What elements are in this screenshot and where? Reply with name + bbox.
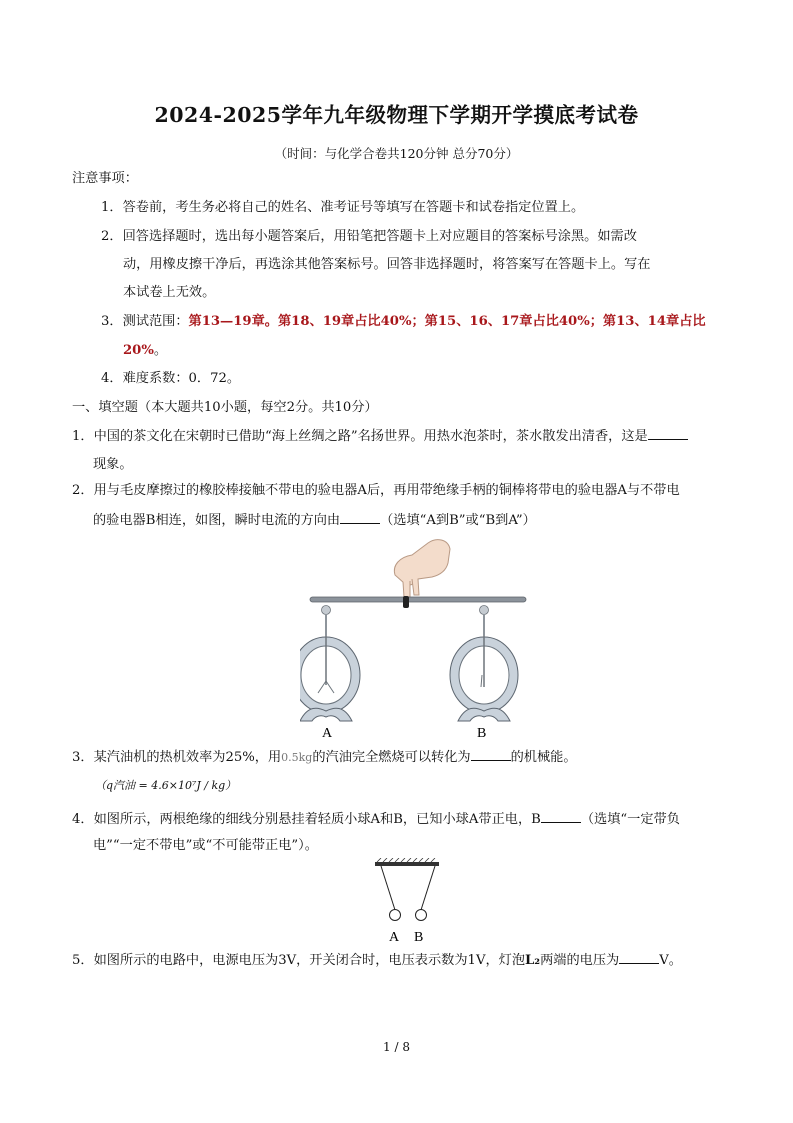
section-heading: 一、填空题（本大题共10小题，每空2分。共10分） [72, 400, 378, 415]
copper-rod [310, 597, 526, 602]
ball-label-b: B [414, 930, 424, 945]
question-2-line-2 [93, 511, 536, 530]
notice-2-line-2: 动，用橡皮擦干净后，再选涂其他答案标号。回答非选择题时，将答案写在答题卡上。写在 [123, 257, 651, 272]
question-4-line-2: 电”“一定不带电”或“不可能带正电”）。 [93, 838, 318, 853]
ball-label-a: A [389, 930, 400, 945]
electroscope-label-b: B [477, 726, 487, 740]
notice-3-line-1 [101, 313, 706, 331]
question-4-line-1 [72, 810, 680, 829]
notice-3-percent: 20% [123, 343, 154, 358]
question-1-line-1 [72, 427, 688, 446]
notice-2-line-3: 本试卷上无效。 [123, 285, 216, 300]
notice-2-line-1: 2．回答选择题时，选出每小题答案后，用铅笔把答题卡上对应题目的答案标号涂黑。如需改 [101, 229, 637, 244]
question-3-text-b: 的汽油完全燃烧可以转化为 [312, 750, 471, 765]
answer-blank-2[interactable] [340, 511, 380, 524]
answer-blank-5[interactable] [619, 951, 659, 964]
question-5-text-b: 两端的电压为 [540, 953, 620, 968]
question-4-text-b: （选填“一定带负 [580, 812, 680, 827]
question-5-line-1 [72, 951, 682, 970]
notice-3-suffix: 。 [153, 343, 168, 358]
question-1-text: 1．中国的茶文化在宋朝时已借助“海上丝绸之路”名扬世界。用热水泡茶时，茶水散发出清香，这是 [72, 429, 648, 444]
question-5-lamp: L₂ [525, 953, 541, 968]
question-5-text-a: 5．如图所示的电路中，电源电压为3V，开关闭合时，电压表示数为1V，灯泡 [72, 953, 526, 968]
notice-3-line-2 [123, 342, 167, 360]
answer-blank-4[interactable] [541, 810, 581, 823]
question-1-line-2: 现象。 [93, 457, 133, 472]
question-2-line-1: 2．用与毛皮摩擦过的橡胶棒接触不带电的验电器A后，再用带绝缘手柄的铜棒将带电的验电器A与不带电 [72, 483, 680, 498]
ball-a [390, 910, 401, 921]
ceiling-hatching [377, 858, 435, 862]
electroscope-b [450, 606, 518, 722]
electroscope-label-a: A [322, 726, 333, 740]
question-3-text-a: 3．某汽油机的热机效率为25%，用 [72, 750, 282, 765]
ball-b [416, 910, 427, 921]
question-3-line-1 [72, 748, 577, 767]
notice-4: 4．难度系数：0．72。 [101, 371, 241, 386]
question-2-text-b: （选填“A到B”或“B到A”） [380, 513, 536, 528]
question-3-formula: （q汽油 = 4.6×10⁷J / kg） [95, 779, 237, 792]
exam-subtitle: （时间：与化学合卷共120分钟 总分70分） [274, 146, 519, 161]
answer-blank-1[interactable] [648, 427, 688, 440]
hanging-balls-figure [373, 858, 443, 946]
exam-title: 2024-2025学年九年级物理下学期开学摸底考试卷 [154, 103, 639, 127]
thread-a [381, 866, 395, 910]
question-5-text-c: V。 [659, 953, 682, 968]
insulating-handle [403, 596, 409, 608]
electroscope-figure [300, 535, 540, 740]
question-3-text-c: 的机械能。 [510, 750, 577, 765]
question-3-mass: 0.5kg [281, 751, 313, 764]
question-2-text-a: 的验电器B相连，如图，瞬时电流的方向由 [93, 513, 341, 528]
electroscope-a [300, 606, 360, 722]
notice-1: 1．答卷前，考生务必将自己的姓名、准考证号等填写在答题卡和试卷指定位置上。 [101, 200, 585, 215]
page-number: 1 / 8 [383, 1040, 410, 1054]
thread-b [421, 866, 435, 910]
ceiling-support [375, 862, 439, 866]
notice-3-scope: 第13—19章。第18、19章占比40%；第15、16、17章占比40%；第13、14章占比 [188, 314, 706, 329]
notice-3-prefix: 3．测试范围： [101, 314, 189, 329]
notice-heading: 注意事项： [72, 171, 138, 186]
hand-image [394, 540, 450, 597]
question-4-text-a: 4．如图所示，两根绝缘的细线分别悬挂着轻质小球A和B，已知小球A带正电，B [72, 812, 541, 827]
answer-blank-3[interactable] [471, 748, 511, 761]
